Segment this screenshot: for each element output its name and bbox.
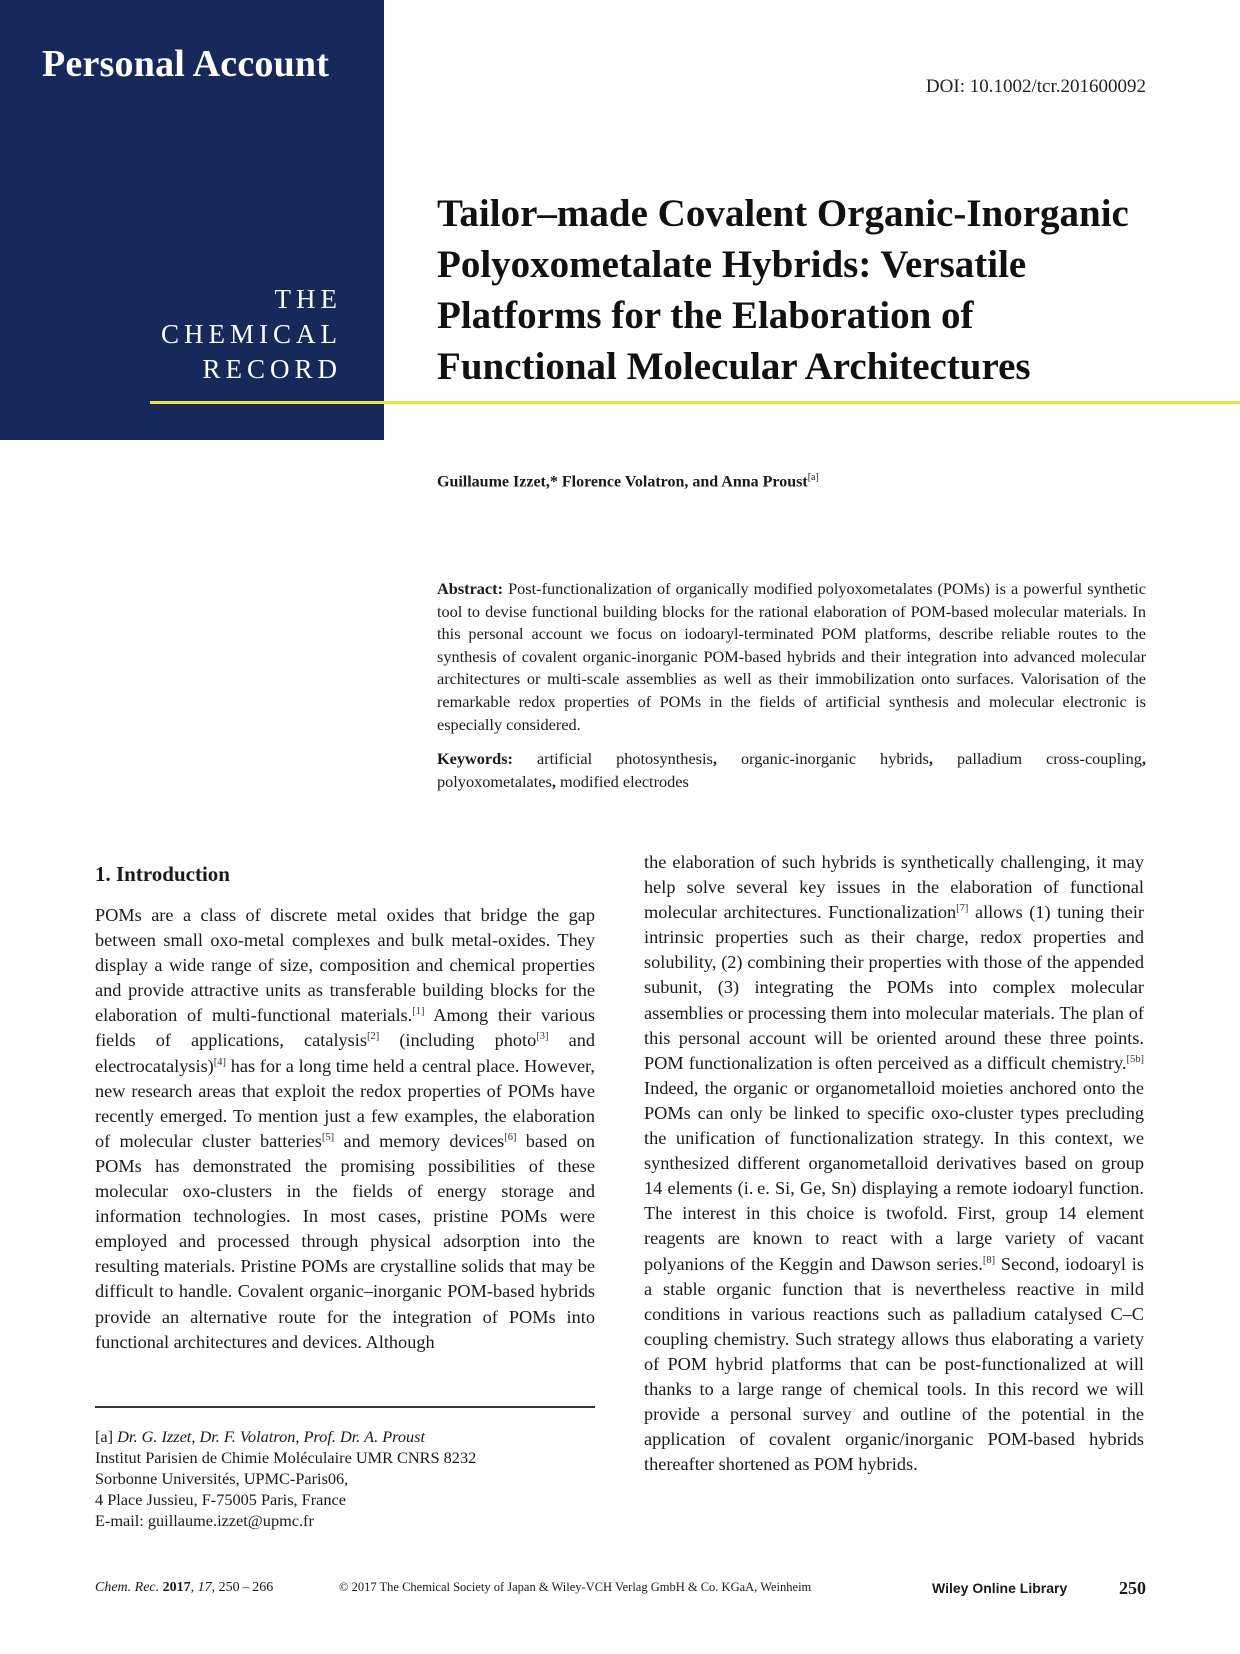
abstract-text: Post-functionalization of organically modified polyoxometalates (POMs) is a powerful synthetic tool to devise functional building blocks for the rational elaboration of POM-based molecular materials. In this personal account we focus on iodoaryl-terminated POM platforms, describe reliable routes to the synthesis of covalent organic-inorganic POM-based hybrids and their integration into advanced molecular architectures or multi-scale assemblies as well as their immobilization onto surfaces. Valorisation of the remarkable redox properties of POMs in the fields of artificial synthesis and molecular electronic is especially considered. bbox=[437, 579, 1146, 734]
keywords: Keywords: artificial photosynthesis, organic-inorganic hybrids, palladium cross-coupling, polyoxometalates, modified electrodes bbox=[437, 749, 1146, 791]
keyword: artificial photosynthesis bbox=[536, 749, 713, 768]
journal-abbrev: Chem. Rec. bbox=[95, 1580, 160, 1595]
citation-pages: 250 – 266 bbox=[218, 1580, 274, 1595]
authors-text: Guillaume Izzet,* Florence Volatron, and Anna Proust bbox=[437, 473, 808, 491]
citation-volume: 17 bbox=[197, 1580, 212, 1595]
paragraph-text: POMs are a class of discrete metal oxides that bridge the gap between small oxo-metal complexes and bulk metal-oxides. They display a wide range of size, composition and chemical properties and provide attractive units as transferable building blocks for the elaboration of multi-functional materials. bbox=[95, 905, 595, 1026]
paragraph-text: has for a long time held a central place. However, new research areas that exploit the redox properties of POMs have recently emerged. To mention just a few examples, the elaboration of molecular cluster batteries bbox=[95, 1055, 595, 1151]
title-line: Platforms for the Elaboration of bbox=[437, 294, 974, 337]
paragraph-text: and memory devices bbox=[334, 1130, 505, 1151]
page-number: 250 bbox=[1119, 1578, 1146, 1598]
affiliation bbox=[95, 1426, 476, 1531]
title-line: Functional Molecular Architectures bbox=[437, 345, 1031, 388]
body-column-left bbox=[95, 903, 595, 1355]
section-heading: 1. Introduction bbox=[95, 862, 230, 886]
keyword: polyoxometalates bbox=[437, 771, 552, 791]
paragraph-text: Among their various fields of applications, catalysis bbox=[95, 1005, 595, 1051]
body-column-right bbox=[644, 850, 1144, 1477]
journal-name-line: CHEMICAL bbox=[161, 319, 342, 349]
footnote-rule bbox=[95, 1406, 595, 1408]
affiliation-line: Sorbonne Universités, UPMC-Paris06, bbox=[95, 1469, 349, 1488]
author-list bbox=[437, 472, 819, 491]
title-line: Tailor–made Covalent Organic-Inorganic bbox=[437, 192, 1129, 235]
doi: DOI: 10.1002/tcr.201600092 bbox=[925, 76, 1146, 97]
title-line: Polyoxometalate Hybrids: Versatile bbox=[437, 243, 1027, 286]
paragraph-text: and electrocatalysis) bbox=[95, 1030, 595, 1076]
affiliation-mark: [a] bbox=[807, 472, 819, 483]
paragraph-text: allows (1) tuning their intrinsic properties such as their charge, redox properties and solubility, (2) combining their properties with those of the appended subunit, (3) integrating the POMs into complex molecular assemblies or processing them into molecular materials. The plan of this personal account will be oriented around these three points. POM functionalization is often perceived as a difficult chemistry. bbox=[644, 902, 1144, 1073]
paragraph-text: Indeed, the organic or organometalloid moieties anchored onto the POMs can only be linked to specific oxo-cluster types precluding the unification of functionalization strategy. In this context, we synthesized different organometalloid derivatives based on group 14 elements (i. e. Si, Ge, Sn) displaying a remote iodoaryl function. The interest in this choice is twofold. First, group 14 element reagents are known to react with a large variety of vacant polyanions of the Keggin and Dawson series. bbox=[644, 1077, 1144, 1274]
citation-ref[interactable]: [5] bbox=[321, 1131, 335, 1143]
affiliation-line: 4 Place Jussieu, F-75005 Paris, France bbox=[95, 1490, 346, 1509]
citation-ref[interactable]: [3] bbox=[536, 1031, 549, 1043]
paragraph-text: Second, iodoaryl is a stable organic function that is nevertheless reactive in mild conditions in various reactions such as palladium catalysed C–C coupling chemistry. Such strategy allows thus elaborating a variety of POM hybrid platforms that can be post-functionalized at will thanks to a large range of chemical tools. In this record we will provide a personal survey and outline of the potential in the application of covalent organic/inorganic POM-based hybrids thereafter shortened as POM hybrids. bbox=[644, 1253, 1144, 1475]
affiliation-names: Dr. G. Izzet, Dr. F. Volatron, Prof. Dr. A. Proust bbox=[117, 1427, 426, 1446]
keyword: modified electrodes bbox=[560, 771, 689, 791]
journal-name-line: RECORD bbox=[202, 354, 342, 384]
affiliation-email: E-mail: guillaume.izzet@upmc.fr bbox=[95, 1511, 314, 1530]
header-banner bbox=[0, 0, 384, 440]
citation-ref[interactable]: [2] bbox=[367, 1031, 380, 1043]
citation-ref[interactable]: [5b] bbox=[1126, 1053, 1144, 1065]
keyword: organic-inorganic hybrids bbox=[740, 749, 929, 768]
citation: Chem. Rec. 2017, 17, 250 – 266 bbox=[95, 1580, 274, 1595]
journal-name-line: THE bbox=[274, 284, 342, 314]
abstract-label: Abstract: bbox=[437, 579, 504, 598]
paragraph-text: (including photo bbox=[379, 1030, 537, 1051]
copyright: © 2017 The Chemical Society of Japan & Wiley-VCH Verlag GmbH & Co. KGaA, Weinheim bbox=[339, 1580, 812, 1594]
section-label: Personal Account bbox=[42, 43, 330, 85]
paragraph-text: the elaboration of such hybrids is synthetically challenging, it may help solve several key issues in the elaboration of functional molecular architectures. Functionalization bbox=[644, 852, 1144, 923]
citation-ref[interactable]: [4] bbox=[213, 1056, 227, 1068]
journal-name bbox=[161, 282, 342, 387]
keywords-label: Keywords: bbox=[437, 749, 513, 768]
affiliation-marker: [a] bbox=[95, 1427, 114, 1446]
accent-rule bbox=[150, 401, 1240, 404]
citation-ref[interactable]: [7] bbox=[956, 903, 969, 915]
affiliation-line: Institut Parisien de Chimie Moléculaire UMR CNRS 8232 bbox=[95, 1448, 477, 1467]
publisher-library: Wiley Online Library bbox=[932, 1580, 1068, 1596]
citation-ref[interactable]: [1] bbox=[412, 1006, 425, 1018]
citation-ref[interactable]: [6] bbox=[504, 1131, 517, 1143]
abstract bbox=[437, 578, 1146, 736]
citation-year: 2017 bbox=[162, 1580, 191, 1595]
paragraph-text: based on POMs has demonstrated the promising possibilities of these molecular oxo-clusters in the fields of energy storage and information technologies. In most cases, pristine POMs were employed and processed through physical adsorption into the resulting materials. Pristine POMs are crystalline solids that may be difficult to handle. Covalent organic–inorganic POM-based hybrids provide an alternative route for the integration of POMs into functional architectures and devices. Although bbox=[95, 1130, 595, 1352]
citation-ref[interactable]: [8] bbox=[982, 1254, 996, 1266]
keyword: palladium cross-coupling bbox=[956, 749, 1142, 768]
article-title bbox=[437, 188, 1157, 392]
